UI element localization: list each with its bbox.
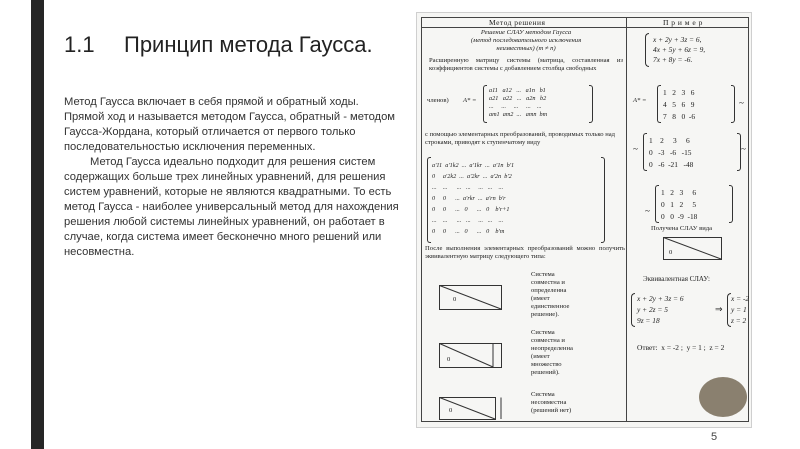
table-border-left	[421, 17, 422, 421]
received-zero: 0	[669, 249, 673, 256]
title-number: 1.1	[64, 32, 95, 57]
solution-system: x = -2 y = 1 z = 2	[731, 294, 750, 325]
paragraph-1: Метод Гаусса включает в себя прямой и обратный ходы. Прямой ход и называется методом Гаусса, обратный - методом Гаусса-Жордана, который отличается от первого только последовательностью исключения переменных.	[64, 96, 395, 153]
column-header-method: Метод решения	[489, 18, 546, 27]
case2-description: Система совместна и неопределенна (имеет множество решений).	[531, 329, 573, 376]
page-number: 5	[711, 431, 718, 443]
example-system: x + 2y + 3z = 6, 4x + 5y + 6z = 9, 7x + 8y = -6.	[653, 35, 706, 64]
step-matrix-bracket-left	[427, 157, 431, 243]
stamp-blot	[699, 377, 747, 417]
example-matrix1: 1 2 3 6 4 5 6 9 7 8 0 -6	[663, 88, 696, 121]
example-matrix3: 1 2 3 6 0 1 2 5 0 0 -9 -18	[661, 188, 698, 221]
table-border-bottom	[421, 421, 749, 422]
example-matrix2-bracket-left	[643, 133, 647, 171]
tilde-1: ~	[739, 98, 744, 108]
case1-zero: 0	[453, 296, 457, 303]
equiv-brace	[631, 293, 635, 327]
tilde-4: ~	[645, 206, 650, 216]
scanned-gauss-table	[416, 12, 752, 428]
column-header-example: П р и м е р	[663, 18, 703, 27]
tilde-2: ~	[633, 144, 638, 154]
elementary-text: с помощью элементарных преобразований, проводимых только над строками, приводят к ступенчатому виду	[425, 131, 616, 146]
members-label: членов)	[427, 97, 449, 104]
slide-body-text	[64, 95, 402, 260]
table-border-right	[748, 17, 749, 421]
paragraph-2: Метод Гаусса идеально подходит для решения систем содержащих больше трех линейных уравнений, для решения систем уравнений, которые не являются квадратными. То есть метод Гаусса - наиболее универсальный метод для нахождения решения любой системы линейных уравнений, он работает в случае, когда система имеет бесконечно много решений или несовместна.	[64, 156, 399, 258]
equivalent-system: x + 2y + 3z = 6 y + 2z = 5 9z = 18	[637, 294, 684, 325]
title-text: Принцип метода Гаусса.	[124, 32, 373, 57]
case3-description: Система несовместна (решений нет)	[531, 391, 572, 414]
step-matrix-bracket-right	[601, 157, 605, 243]
extended-matrix: a11 a12 ... a1n b1 a21 a22 ... a2n b2 ... ... ... ... ... am1 am2 ... amn bm	[489, 87, 548, 118]
example-matrix1-bracket-left	[657, 85, 661, 123]
example-matrix3-bracket-left	[655, 185, 659, 223]
step-matrix: a'11 a'1k2 ... a'1kr ... a'1n b'1 0 a'2k2 ... a'2kr ... a'2n b'2 ... ... ... ... ... ... ... 0 0 ... a'rkr ... a'rn b'r 0 0 ... 0 ... 0 b'r+1 ... ... ... ... ... ... ... 0 0 ... 0 ... 0 b'm	[432, 162, 515, 235]
example-matrix1-bracket-right	[731, 85, 735, 123]
tilde-3: ~	[741, 144, 746, 154]
astar-label: A* =	[463, 97, 477, 104]
slide-title	[64, 32, 373, 58]
after-transform-text: После выполнения элементарных преобразований можно получить эквивалентную матрицу следующего типа:	[425, 245, 625, 260]
example-matrix2: 1 2 3 6 0 -3 -6 -15 0 -6 -21 -48	[649, 136, 694, 169]
extended-matrix-text: Расширенную матрицу системы (матрица, составленная из коэффициентов системы с добавлением столбца свободных	[429, 57, 623, 72]
implies-arrow: ⇒	[715, 304, 723, 314]
answer-line: Ответ: x = -2 ; y = 1 ; z = 2	[637, 343, 725, 352]
example-matrix3-bracket-right	[729, 185, 733, 223]
received-label: Получена СЛАУ вида	[651, 225, 713, 232]
matrix-bracket-right	[589, 85, 593, 123]
case1-matrix-shape	[439, 285, 503, 311]
equivalent-label: Эквивалентная СЛАУ:	[643, 275, 710, 283]
matrix-bracket-left	[483, 85, 487, 123]
table-column-divider	[626, 17, 627, 421]
case3-zero: 0	[449, 407, 453, 414]
case2-zero: 0	[447, 356, 451, 363]
left-accent-bar	[31, 0, 44, 449]
case1-description: Система совместна и определенна (имеет единственное решение).	[531, 271, 570, 318]
system-brace	[645, 33, 649, 67]
table-header-divider	[421, 27, 749, 28]
example-astar-label: A* =	[633, 97, 647, 104]
method-title: Решение СЛАУ методом Гаусса (метод последовательного исключения неизвестных) (m ≠ n)	[470, 29, 582, 52]
